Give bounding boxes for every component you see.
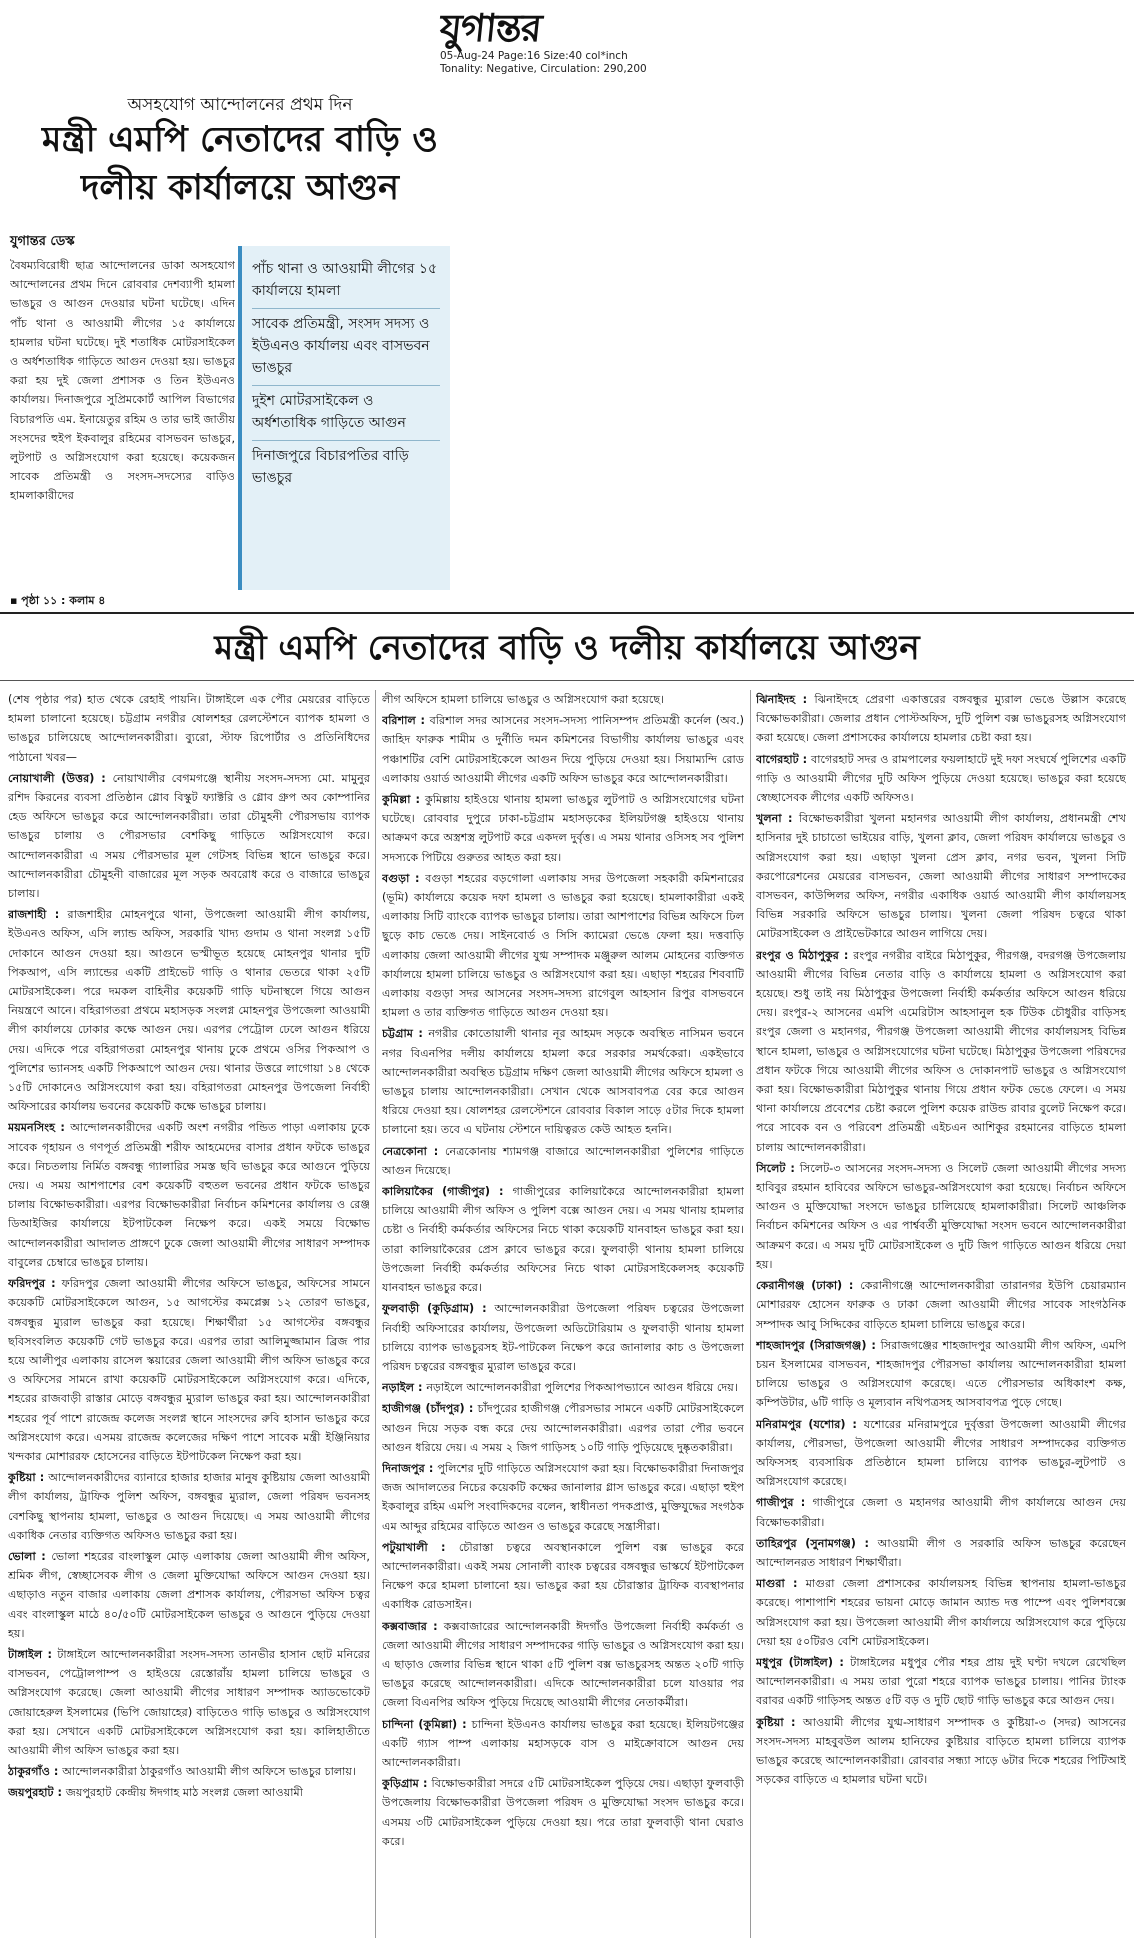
dateline-label: কক্সবাজার : [382, 1619, 444, 1633]
article-column-2 [382, 690, 744, 1938]
paragraph-text: ঝিনাইদহে প্রেরণা একাত্তরের বঙ্গবন্ধুর ম্যুরাল ভেঙে উল্লাস করেছে বিক্ষোভকারীরা। জেলার প্রধান পোস্টঅফিস, দুটি পুলিশ বক্স ভাঙচুরসহ অগ্নিসংযোগ করা হয়েছে। জেলা প্রশাসকের কার্যালয়ে হামলার চেষ্টা করা হয়। [756, 693, 1126, 745]
paragraph-text: যশোরের মনিরামপুরে দুর্বৃত্তরা উপজেলা আওয়ামী লীগের কার্যালয়, পৌরসভা, উপজেলা আওয়ামী লীগের সাধারণ সম্পাদকের ব্যক্তিগত অফিসসহ ব্যবসায়িক প্রতিষ্ঠানে হামলা চালিয়ে ব্যাপক ভাঙচুর-লুটপাট ও অগ্নিসংযোগ করেছে। [756, 1417, 1126, 1489]
dateline-label: বরিশাল : [382, 714, 430, 728]
dateline-label: মধুপুর (টাঙ্গাইল) : [756, 1655, 851, 1669]
dateline-label: কুমিল্লা : [382, 793, 425, 807]
paragraph-text: রাজশাহীর মোহনপুরে থানা, উপজেলা আওয়ামী লীগ কার্যালয়, ইউএনও অফিস, এসি ল্যান্ড অফিস, সরকারি খাদ্য গুদাম ও থানা সংলগ্ন ১৫টি দোকানে আগুন দেওয়া হয়। আগুনে ভস্মীভূত হয়েছে মোহনপুর থানার দুটি পিকআপ, এসি ল্যান্ডের একটি প্রাইভেট গাড়ি ও থানার ভেতরে থাকা ২৫টি মোটরসাইকেল। পরে দমকল বাহিনীর কয়েকটি গাড়ি ঘটনাস্থলে গিয়ে আগুন নিয়ন্ত্রণে আনে। বহিরাগতরা প্রথমে মহাসড়ক সংলগ্ন মোহনপুর উপজেলা আওয়ামী লীগ কার্যালয়ে ঢোকার কক্ষে আগুন দেয়। এরপর পেট্রোল ঢেলে আগুন ধরিয়ে দেয়। এদিকে পরে বহিরাগতরা মোহনপুর থানায় ঢুকে প্রথমে ওসির পিকআপ ও পুলিশের ভ্যানসহ একটি পিকআপে আগুন দেয়। থানার উত্তরে লাগোয়া ১৪ থেকে ১৫টি দোকানেও অগ্নিসংযোগ করা হয়। বহিরাগতরা মোহনপুর উপজেলা নির্বাহী অফিসারের কার্যালয় ভবনের কয়েকটি কক্ষে ভাঙচুর চালায়। [8, 908, 370, 1114]
highlight-item: দুইশ মোটরসাইকেল ও অর্ধশতাধিক গাড়িতে আগুন [252, 386, 440, 441]
paragraph-text: চান্দিনা ইউএনও কার্যালয় ভাঙচুর করা হয়েছে। ইলিয়টগঞ্জের একটি গ্যাস পাম্প এলাকায় মহাসড়কে বাস ও মাইক্রোবাসে আগুন দেয় আন্দোলনকারীরা। [382, 1717, 744, 1769]
dateline-label: সিলেট : [756, 1161, 800, 1175]
article-paragraph [756, 1159, 1126, 1274]
dateline-label: ভোলা : [8, 1549, 52, 1563]
article-paragraph [382, 1617, 744, 1713]
byline: যুগান্তর ডেস্ক [10, 234, 75, 249]
paragraph-text: কুমিল্লায় হাইওয়ে থানায় হামলা ভাঙচুর লুটপাট ও অগ্নিসংযোগের ঘটনা ঘটেছে। রোববার দুপুরে ঢাকা-চট্টগ্রাম মহাসড়কের ইলিয়টগঞ্জ হাইওয়ে থানায় আক্রমণ করে অস্ত্রশস্ত্র লুটপাট করে একদল দুর্বৃত্ত। এ সময় থানার ওসিসহ সব পুলিশ সদস্যকে পিটিয়ে গুরুতর আহত করা হয়। [382, 793, 744, 864]
paragraph-text: নগরীর কোতোয়ালী থানার নূর আহমদ সড়কে অবস্থিত নাসিমন ভবনে নগর বিএনপির দলীয় কার্যালয়ে হামলা করে সরকার সমর্থকেরা। একইভাবে আন্দোলনকারীরা অবস্থিত চট্টগ্রাম দক্ষিণ জেলা আওয়ামী লীগের অফিসে হামলা ও ভাঙচুর চালায় আন্দোলনকারীরা। সেখান থেকে আসবাবপত্র বের করে আগুন ধরিয়ে দেওয়া হয়। ষোলশহর রেলস্টেশনে রোববার বিকাল সাড়ে ৫টার দিকে হামলা চালানো হয়। তবে এ ঘটনায় স্টেশনে দায়িত্বরত কেউ আহত হননি। [382, 1027, 744, 1137]
article-paragraph [756, 1415, 1126, 1492]
dateline-label: কুষ্টিয়া : [8, 1471, 49, 1485]
article-paragraph [8, 690, 370, 767]
highlights-box [238, 246, 450, 590]
column-divider [375, 690, 376, 1938]
dateline-label: রংপুর ও মিঠাপুকুর : [756, 948, 854, 962]
dateline-label: নেত্রকোনা : [382, 1144, 445, 1158]
paragraph-text: চাঁদপুরের হাজীগঞ্জ পৌরসভার সামনে একটি মোটরসাইকেলে আগুন দিয়ে সড়ক বন্ধ করে দেয় আন্দোলনকারীরা। এরপর তারা পৌর ভবনে আগুন ধরিয়ে দেয়। এ সময় ২ জিপ গাড়িসহ ১০টি গাড়ি পুড়িয়েছে দুষ্কৃতকারীরা। [382, 1402, 744, 1454]
article-paragraph [756, 1534, 1126, 1572]
paragraph-text: বগুড়া শহরের বড়গোলা এলাকায় সদর উপজেলা সহকারী কমিশনারের (ভূমি) কার্যালয়ে কয়েক দফা হামলা ও ভাঙচুর করা হয়েছে। হামলাকারীরা একই এলাকায় সিটি ব্যাংকে ব্যাপক ভাঙচুর চালায়। তারা আশপাশের বিভিন্ন অফিসে ঢিল ছুড়ে কাচ ভেঙে দেয়। সাইনবোর্ড ও সিসি ক্যামেরা ভেঙে ফেলা হয়। দত্তবাড়ি এলাকায় জেলা আওয়ামী লীগের যুগ্ম সম্পাদক মঞ্জুরুল আলম মোহনের ব্যক্তিগত কার্যালয়ে হামলা চালিয়ে ভাঙচুর ও অগ্নিসংযোগ করা হয়। এছাড়া শহরের শিববাটি এলাকায় বগুড়া সদর আসনের সংসদ-সদস্য রাগেবুল আহসান রিপুর বাসভবনে হামলা ও তার ব্যক্তিগত গাড়িতে আগুন দেওয়া হয়। [382, 871, 744, 1020]
paragraph-text: ভোলা শহরের বাংলাস্কুল মোড় এলাকায় জেলা আওয়ামী লীগ অফিস, শ্রমিক লীগ, স্বেচ্ছাসেবক লীগ ও জেলা মুক্তিযোদ্ধা অফিসে আগুন দেওয়া হয়। এছাড়াও নতুন বাজার এলাকায় জেলা প্রশাসক কার্যালয়, পৌরসভা অফিস চত্বর এবং বাংলাস্কুল মাঠে ৪০/৫০টি মোটরসাইকেল ভাঙচুর ও আগুনে পুড়িয়ে দেওয়া হয়। [8, 1549, 370, 1640]
paragraph-text: লীগ অফিসে হামলা চালিয়ে ভাঙচুর ও অগ্নিসংযোগ করা হয়েছে। [382, 693, 665, 706]
paragraph-text: আন্দোলনকারীরা ঠাকুরগাঁও আওয়ামী লীগ অফিসে ভাঙচুর চালায়। [62, 1765, 357, 1779]
column-divider [750, 690, 751, 1938]
article-column-1 [8, 690, 370, 1938]
clipping-meta [440, 50, 700, 76]
article-paragraph [382, 1182, 744, 1297]
dateline-label: কুষ্টিয়া : [756, 1715, 803, 1729]
paragraph-text: নড়াইলে আন্দোলনকারীরা পুলিশের পিকআপভ্যানে আগুন ধরিয়ে দেয়। [426, 1381, 738, 1395]
dateline-label: মনিরামপুর (যশোর) : [756, 1417, 864, 1431]
paragraph-text: টাঙ্গাইলে আন্দোলনকারীরা সংসদ-সদস্য তানভীর হাসান ছোট মনিরের বাসভবন, পেট্রোলপাম্প ও হাইওয়ে রেস্তোরাঁয় হামলা চালিয়ে ভাঙচুর ও অগ্নিসংযোগ করেছে। জেলা আওয়ামী লীগের সাধারণ সম্পাদক অ্যাডভোকেট জোয়াহেরুল ইসলামের (ভিপি জোয়াহের) বাড়িতেও গাড়ি ভাঙচুর ও অগ্নিসংযোগ করা হয়। সেখানে একটি মোটরসাইকেলে অগ্নিসংযোগ করা হয়। কালিহাতীতে আওয়ামী লীগ অফিস ভাঙচুর করা হয়। [8, 1647, 370, 1757]
article-paragraph [756, 809, 1126, 943]
paragraph-text: গাজীপুরে জেলা ও মহানগর আওয়ামী লীগ কার্যালয়ে আগুন দেয় বিক্ষোভকারীরা। [756, 1496, 1126, 1529]
article-paragraph [8, 1783, 370, 1802]
article-paragraph [756, 1276, 1126, 1334]
dateline-label: মাগুরা : [756, 1577, 806, 1591]
article-paragraph [382, 1774, 744, 1851]
article-paragraph [756, 946, 1126, 1157]
tonality-line: Tonality: Negative, Circulation: 290,200 [440, 63, 647, 75]
paragraph-text: আন্দোলনকারীদের ব্যানারে হাজার হাজার মানুষ কুষ্টিয়ায় জেলা আওয়ামী লীগ কার্যালয়, ট্রাফিক পুলিশ অফিস, বঙ্গবন্ধুর ম্যুরাল, জেলা পরিষদ ভবনসহ বেশকিছু স্থাপনায় হামলা, ভাঙচুর ও আগুন দিয়েছে। এ সময় আওয়ামী লীগের একাধিক নেতার ব্যক্তিগত অফিসও ভাঙচুর করা হয়। [8, 1471, 370, 1542]
dateline-label: খুলনা : [756, 812, 799, 826]
dateline-label: ফুলবাড়ী (কুড়িগ্রাম) : [382, 1302, 495, 1316]
paragraph-text: পুলিশের দুটি গাড়িতে অগ্নিসংযোগ করা হয়। বিক্ষোভকারীরা দিনাজপুর জজ আদালতের নিচের কয়েকটি কক্ষের জানালার গ্লাস ভাঙচুর করে। এছাড়া হুইপ ইকবালুর রহিম এমপি সংবাদিকদের বলেন, স্বাধীনতা পদকপ্রাপ্ত, মুক্তিযুদ্ধের সংগঠক এম আব্দুর রহিমের বাড়িতে আগুন ও ভাঙচুর করেছে সন্ত্রাসীরা। [382, 1461, 744, 1533]
article-paragraph [382, 690, 744, 709]
paragraph-text: কেরানীগঞ্জে আন্দোলনকারীরা তারানগর ইউপি চেয়ারম্যান মোশাররফ হোসেন ফারুক ও ঢাকা জেলা আওয়ামী লীগের সাবেক সাংগঠনিক সম্পাদক আবু সিদ্দিকের বাড়িতে হামলা চালিয়ে ভাঙচুর করে। [756, 1279, 1126, 1331]
article-paragraph [756, 1574, 1126, 1651]
article-paragraph [382, 1459, 744, 1536]
dateline-label: ঠাকুরগাঁও : [8, 1765, 63, 1779]
dateline-label: চট্টগ্রাম : [382, 1027, 429, 1041]
article-paragraph [756, 1493, 1126, 1531]
article-paragraph [756, 750, 1126, 808]
continuation-headline: মন্ত্রী এমপি নেতাদের বাড়ি ও দলীয় কার্যালয়ে আগুন [214, 628, 920, 668]
section-divider [0, 612, 1134, 614]
dateline-label: গাজীপুর : [756, 1496, 813, 1510]
date-line: 05-Aug-24 Page:16 Size:40 col*inch [440, 50, 628, 62]
dateline-label: বাগেরহাট : [756, 752, 812, 766]
article-paragraph [382, 869, 744, 1023]
article-paragraph [8, 1468, 370, 1545]
paragraph-text: আওয়ামী লীগ ও সরকারি অফিস ভাঙচুর করেছেন আন্দোলনরত সাধারণ শিক্ষার্থীরা। [756, 1536, 1126, 1569]
article-paragraph [382, 1024, 744, 1139]
paragraph-text: নেত্রকোনায় শ্যামগঞ্জ বাজারে আন্দোলনকারীরা পুলিশের গাড়িতে আগুন দিয়েছে। [382, 1144, 744, 1177]
dateline-label: বগুড়া : [382, 871, 426, 885]
paragraph-text: সিরাজগঞ্জের শাহজাদপুর আওয়ামী লীগ অফিস, এমপি চয়ন ইসলামের বাসভবন, শাহজাদপুর পৌরসভা কার্যালয় আন্দোলনকারীরা হামলা চালিয়ে ভাঙচুর ও অগ্নিসংযোগ করেছে। এতে পৌরসভার অধিকাংশ কক্ষ, কম্পিউটার, ৬টি গাড়ি ও মূল্যবান নথিপত্রসহ আসবাবপত্র পুড়ে গেছে। [756, 1338, 1126, 1410]
article-paragraph [756, 1653, 1126, 1711]
paragraph-text: বিক্ষোভকারীরা সদরে ৫টি মোটরসাইকেল পুড়িয়ে দেয়। এছাড়া ফুলবাড়ী উপজেলায় বিক্ষোভকারীরা উপজেলা পরিষদ ও মুক্তিযোদ্ধা সংসদ ভাঙচুর করে। এসময় ৩টি মোটরসাইকেল পুড়িয়ে দেওয়া হয়। পরে তারা ফুলবাড়ী থানা ঘেরাও করে। [382, 1777, 744, 1848]
paragraph-text: বাগেরহাট সদর ও রামপালের ফয়লাহাটে দুই দফা সংঘর্ষে পুলিশের একটি গাড়ি ও আওয়ামী লীগের দুটি অফিস পুড়িয়ে দেওয়া হয়েছে। ভাঙচুর করা হয়েছে স্বেচ্ছাসেবক লীগের একটি অফিসও। [756, 752, 1126, 805]
dateline-label: পটুয়াখালী : [382, 1540, 459, 1554]
dateline-label: নড়াইল : [382, 1381, 427, 1395]
paragraph-text: সিলেট-৩ আসনের সংসদ-সদস্য ও সিলেট জেলা আওয়ামী লীগের সদস্য হাবিবুর রহমান হাবিবের অফিসে ভাঙচুর-অগ্নিসংযোগ করা হয়েছে। নির্বাচন অফিসে আগুন ও মুক্তিযোদ্ধা সংসদে ভাঙচুর চালিয়েছে হামলাকারীরা। সিলেট আঞ্চলিক নির্বাচন কমিশনের অফিস ও এর পার্শ্ববর্তী মুক্তিযোদ্ধা সংসদ ভবনে আন্দোলনকারীরা আক্রমণ করে। এ সময় দুটি মোটরসাইকেল ও দুটি জিপ গাড়িতে আগুন ধরিয়ে দেয়া হয়। [756, 1161, 1126, 1271]
highlight-item: পাঁচ থানা ও আওয়ামী লীগের ১৫ কার্যালয়ে হামলা [252, 254, 440, 309]
continued-reference: ▪ পৃষ্ঠা ১১ : কলাম ৪ [10, 594, 106, 607]
dateline-label: শাহজাদপুর (সিরাজগঞ্জ) : [756, 1338, 881, 1352]
paragraph-text: গাজীপুরের কালিয়াকৈরে আন্দোলনকারীরা হামলা চালিয়ে আওয়ামী লীগ অফিস ও পুলিশ বক্সে আগুন দেয়। এ সময় থানায় হামলার চেষ্টা ও নির্বাহী কর্মকর্তার অফিসের নিচে থাকা কয়েকটি যানবাহন ভাঙচুর করা হয়। তারা কালিয়াকৈরের প্রেস ক্লাবে ভাঙচুর করে। ফুলবাড়ী থানায় হামলা চালিয়ে উপজেলা নির্বাহী কর্মকর্তার অফিসের নিচে থাকা মোটরসাইকেলসহ কয়েকটি যানবাহন ভাঙচুর করে। [382, 1185, 744, 1295]
article-paragraph [382, 711, 744, 788]
article-paragraph [756, 1336, 1126, 1413]
paragraph-text: জয়পুরহাট কেন্দ্রীয় ঈদগাহ মাঠ সংলগ্ন জেলা আওয়ামী [65, 1786, 303, 1800]
paragraph-text: চৌরাস্তা চত্বরে অবস্থানকালে পুলিশ বক্স ভাঙচুর করে আন্দোলনকারীরা। একই সময় সোনালী ব্যাংক চত্বরের বঙ্গবন্ধুর ভাস্কর্যে ইটপাটকেল নিক্ষেপ করে হামলা চালানো হয়। ভাঙচুর করা হয় চৌরাস্তার ট্রাফিক ব্যবস্থাপনার একাধিক রোডসাইন। [382, 1540, 744, 1612]
paragraph-text: আওয়ামী লীগের যুগ্ম-সাধারণ সম্পাদক ও কুষ্টিয়া-৩ (সদর) আসনের সংসদ-সদস্য মাহবুবউল আলম হানিফের কুষ্টিয়ার বাড়িতে হামলা চালিয়ে ব্যাপক ভাঙচুর করেছে আন্দোলনকারীরা। রোববার সন্ধ্যা সাড়ে ৬টার দিকে শহরের পিটিআই সড়কের বাড়িতে এ হামলার ঘটনা ঘটে। [756, 1715, 1126, 1787]
article-paragraph [382, 790, 744, 867]
dateline-label: ফরিদপুর : [8, 1277, 62, 1291]
paragraph-text: ফরিদপুর জেলা আওয়ামী লীগের অফিসে ভাঙচুর, অফিসের সামনে কয়েকটি মোটরসাইকেলে আগুন, ১৫ আগস্টের কমপ্লেক্স ১২ তোরণ ভাঙচুর, বঙ্গবন্ধুর ম্যুরাল ভাঙচুর করা হয়েছে। শিক্ষার্থীরা ১৫ আগস্টের বঙ্গবন্ধুর ছবিসংবলিত কয়েকটি গেট ভাঙচুর করে। এরপর তারা আলিমুজ্জামান ব্রিজ পার হয়ে আলীপুর এলাকায় রাসেল স্কয়ারের জেলা আওয়ামী লীগ অফিস ভাঙচুর করে ও অফিসের সামনে রাখা কয়েকটি মোটরসাইকেলে অগ্নিসংযোগ করে। এদিকে, শহরের রাজবাড়ী রাস্তার মোড়ে বঙ্গবন্ধুর ম্যুরাল ভাঙচুর করা হয়। আন্দোলনকারীরা শহরের পূর্ব পাশে রাজেন্দ্র কলেজ সংলগ্ন স্থানে সাংসদের রুবি হাসান ভাঙচুর করে অগ্নিসংযোগ করে। এসময় রাজেন্দ্র কলেজের দক্ষিণ পাশে সাবেক মন্ত্রী ইঞ্জিনিয়ার খন্দকার মোশাররফ হোসেনের বাড়িতে ইটপাটকেল নিক্ষেপ করা হয়। [8, 1277, 370, 1463]
story-kicker: অসহযোগ আন্দোলনের প্রথম দিন [127, 95, 353, 115]
masthead [437, 5, 700, 52]
article-paragraph [382, 1399, 744, 1457]
paragraph-text: নোয়াখালীর বেগমগঞ্জে স্থানীয় সংসদ-সদস্য মো. মামুনুর রশিদ কিরনের ব্যবসা প্রতিষ্ঠান গ্লোব বিস্কুট ফ্যাক্টরি ও গ্লোব গ্রুপ অব কোম্পানির হেড অফিসে ভাঙচুর করে আন্দোলনকারীরা। তারা চৌমুহনী পৌরসভায় ব্যাপক ভাঙচুর চালায় ও পৌরসভার বেশকিছু গাড়িতে অগ্নিসংযোগ করে। আন্দোলনকারীরা এ সময় পৌরসভার মূল গেটসহ বিভিন্ন স্থানে ভাঙচুর করে। আন্দোলনকারীরা চৌমুহনী বাজারের মূল সড়ক অবরোধ করে ও বাজারে ভাঙচুর চালায়। [8, 771, 370, 901]
article-paragraph [8, 905, 370, 1116]
story-intro: বৈষম্যবিরোধী ছাত্র আন্দোলনের ডাকা অসহযোগ আন্দোলনের প্রথম দিনে রোববার দেশব্যাপী হামলা ভাঙচুর ও আগুন দেওয়ার ঘটনা ঘটেছে। এদিন পাঁচ থানা ও আওয়ামী লীগের ১৫ কার্যালয়ে হামলার ঘটনা ঘটেছে। দুই শতাধিক মোটরসাইকেল ও অর্ধশতাধিক গাড়িতে আগুন দেওয়া হয়। ভাঙচুর করা হয় দুই জেলা প্রশাসক ও তিন ইউএনও কার্যালয়। দিনাজপুরে সুপ্রিমকোর্ট আপিল বিভাগের বিচারপতি এম. ইনায়েতুর রহিম ও তার ভাই জাতীয় সংসদের হুইপ ইকবালুর রহিমের বাসভবন ভাঙচুর, লুটপাট ও অগ্নিসংযোগ করা হয়েছে। কয়েকজন সাবেক প্রতিমন্ত্রী ও সংসদ-সদস্যের বাড়িও হামলাকারীদের [10, 259, 235, 503]
dateline-label: কালিয়াকৈর (গাজীপুর) : [382, 1185, 513, 1199]
article-paragraph [756, 1713, 1126, 1790]
paragraph-text: আন্দোলনকারীরা উপজেলা পরিষদ চত্বরের উপজেলা নির্বাহী অফিসারের কার্যালয়, উপজেলা অডিটোরিয়াম ও ফুলবাড়ী থানায় হামলা চালিয়ে ব্যাপক ভাঙচুরসহ ইট-পাটকেল নিক্ষেপ করে জানালার কাচ ও উপজেলা পরিষদ চত্বরের বঙ্গবন্ধুর ম্যুরাল ভাঙচুর করে। [382, 1302, 744, 1373]
dateline-label: রাজশাহী : [8, 908, 68, 922]
paragraph-text: রংপুর নগরীর বাইরে মিঠাপুকুর, পীরগঞ্জ, বদরগঞ্জ উপজেলায় আওয়ামী লীগের বিভিন্ন নেতার বাড়ি ও কার্যালয়ে হামলা ও অগ্নিসংযোগ করা হয়েছে। শুধু তাই নয় মিঠাপুকুর উপজেলা নির্বাহী কর্মকর্তার অফিসে আগুন ধরিয়ে দেয়। রংপুর-২ আসনের এমপি এমেরিটাস আহসানুল হক টিউক চৌধুরীর বাড়িসহ রংপুর জেলা ও মহানগর, পীরগঞ্জ উপজেলা আওয়ামী লীগের কার্যালয়সহ বিভিন্ন স্থানে হামলা, ভাঙচুর ও অগ্নিসংযোগের ঘটনা ঘটেছে। মিঠাপুকুর উপজেলা পরিষদের প্রধান ফটকে গিয়ে আওয়ামী লীগের অফিস ও দোকানপাট ভাঙচুর ও অগ্নিসংযোগ করা হয়। বিক্ষোভকারীরা মিঠাপুকুর থানায় গিয়ে প্রধান ফটক ভেঙে ফেলে। এ সময় থানা কার্যালয়ে প্রবেশের চেষ্টা করলে পুলিশ কয়েক রাউন্ড রাবার বুলেট নিক্ষেপ করে। পরে সাবেক বন ও পরিবেশ প্রতিমন্ত্রী এইচএন আশিকুর রহমানের বাড়িতে হামলা চালায় আন্দোলনকারীরা। [756, 948, 1126, 1154]
dateline-label: তাহিরপুর (সুনামগঞ্জ) : [756, 1536, 878, 1550]
paragraph-text: বরিশাল সদর আসনের সংসদ-সদস্য পানিসম্পদ প্রতিমন্ত্রী কর্নেল (অব.) জাহিদ ফারুক শামীম ও দুর্নীতি দমন কমিশনের বিভাগীয় কার্যালয় ভাঙচুর এবং পঞ্চাশটির বেশি মোটরসাইকেলে আগুন দিয়ে পুড়িয়ে দেওয়া হয়। সিয়াম্যন্দি রোড এলাকায় ওয়ার্ড আওয়ামী লীগের একটি অফিস ভাঙচুর করে আন্দোলনকারীরা। [382, 714, 744, 785]
highlight-item: দিনাজপুরে বিচারপতির বাড়ি ভাঙচুর [252, 448, 409, 486]
article-paragraph [756, 690, 1126, 748]
headline-rule [0, 680, 1134, 681]
paragraph-text: আন্দোলনকারীদের একটি অংশ নগরীর পন্ডিত পাড়া এলাকায় ঢুকে সাবেক গৃহায়ন ও গণপূর্ত প্রতিমন্ত্রী শরীফ আহমেদের বাসার প্রধান ফটকে ভাঙচুর করে। নিচতলায় নির্মিত বঙ্গবন্ধু গ্যালারির সমস্ত ছবি ভাঙচুর করে আগুনে পুড়িয়ে দেয়। এ সময় আশপাশের বেশ কয়েকটি বহুতল ভবনের প্রধান ফটকে ভাঙচুর চালায় বিক্ষোভকারীরা। এরপর বিক্ষোভকারীরা নির্বাচন কমিশনের কার্যালয় ও রেঞ্জ ডিআইজির কার্যালয়ে ইটপাটকেল নিক্ষেপ করে। একই সময়ে বিক্ষোভ আন্দোলনকারীরা আদালত প্রাঙ্গণে ঢুকে জেলা আওয়ামী লীগের সাধারণ সম্পাদক বাবুলের চেম্বারে ভাঙচুর চালায়। [8, 1121, 370, 1269]
article-paragraph [8, 1274, 370, 1466]
paragraph-text: টাঙ্গাইলের মধুপুর পৌর শহর প্রায় দুই ঘণ্টা দখলে রেখেছিল আন্দোলনকারীরা। এ সময় তারা পুরো শহরে ব্যাপক ভাঙচুর চালায়। পানির ট্যাংক বরাবর একটি গাড়িসহ অন্তত ৫টি বড় ও দুটি ছোট গাড়ি ভাঙচুর করে আগুন দেয়। [756, 1655, 1126, 1708]
paragraph-text: মাগুরা জেলা প্রশাসকের কার্যালয়সহ বিভিন্ন স্থাপনায় হামলা-ভাঙচুর করেছে। পাশাপাশি শহরের ভায়না মোড়ে জামান অ্যান্ড দত্ত পাম্পে এবং পুলিশবক্সে অগ্নিসংযোগ করা হয়। উপজেলা আওয়ামী লীগ কার্যালয়ে অগ্নিসংযোগ করে পুড়িয়ে দেয়া হয় ৫০টিরও বেশি মোটরসাইকেল। [756, 1577, 1126, 1648]
dateline-label: কুড়িগ্রাম : [382, 1777, 432, 1791]
article-paragraph [8, 769, 370, 903]
dateline-label: ঝিনাইদহ : [756, 693, 815, 706]
article-paragraph [382, 1142, 744, 1180]
dateline-label: ময়মনসিংহ : [8, 1121, 71, 1135]
article-paragraph [382, 1299, 744, 1376]
article-paragraph [382, 1715, 744, 1773]
story-headline: মন্ত্রী এমপি নেতাদের বাড়ি ও দলীয় কার্যালয়ে আগুন [42, 119, 438, 208]
article-paragraph [8, 1547, 370, 1643]
paragraph-text: কক্সবাজারের আন্দোলনকারী ঈদগাঁও উপজেলা নির্বাহী কর্মকর্তা ও জেলা আওয়ামী লীগের সাধারণ সম্পাদকের গাড়ি ভাঙচুর ও অগ্নিসংযোগ করা হয়। এ ছাড়াও জেলার বিভিন্ন স্থানে থাকা ৫টি পুলিশ বক্স ভাঙচুরসহ অন্তত ২০টি গাড়ি ভাঙচুর করেছে আন্দোলনকারীরা। এদিকে আন্দোলনকারীরা চলে যাওয়ার পর জেলা বিএনপির অফিস পুড়িয়ে দিয়েছে আওয়ামী লীগের নেতাকর্মীরা। [382, 1619, 744, 1710]
dateline-label: দিনাজপুর : [382, 1461, 438, 1475]
dateline-label: হাজীগঞ্জ (চাঁদপুর) : [382, 1402, 478, 1416]
newspaper-logo: যুগান্তর [437, 5, 544, 50]
dateline-label: নোয়াখালী (উত্তর) : [8, 771, 113, 785]
dateline-label: টাঙ্গাইল : [8, 1647, 58, 1661]
highlight-item: সাবেক প্রতিমন্ত্রী, সংসদ সদস্য ও ইউএনও কার্যালয় এবং বাসভবন ভাঙচুর [252, 309, 440, 386]
article-paragraph [8, 1118, 370, 1272]
dateline-label: কেরানীগঞ্জ (ঢাকা) : [756, 1279, 861, 1293]
dateline-label: চান্দিনা (কুমিল্লা) : [382, 1717, 472, 1731]
dateline-label: জয়পুরহাট : [8, 1786, 66, 1800]
article-paragraph [382, 1538, 744, 1615]
article-paragraph [8, 1762, 370, 1781]
paragraph-text: (শেষ পৃষ্ঠার পর) হাত থেকে রেহাই পায়নি। টাঙ্গাইলে এক পৌর মেয়রের বাড়িতে হামলা চালানো হয়েছে। চট্টগ্রাম নগরীর ষোলশহর রেলস্টেশনে ব্যাপক হামলা ও ভাঙচুর চালিয়েছে আন্দোলনকারীরা। ব্যুরো, স্টাফ রিপোর্টার ও প্রতিনিধিদের পাঠানো খবর— [8, 693, 370, 764]
article-paragraph [8, 1645, 370, 1760]
article-paragraph [382, 1378, 744, 1397]
paragraph-text: বিক্ষোভকারীরা খুলনা মহানগর আওয়ামী লীগ কার্যালয়, প্রধানমন্ত্রী শেখ হাসিনার দুই চাচাতো ভাইয়ের বাড়ি, খুলনা ক্লাব, জেলা পরিষদ কার্যালয়ে ভাঙচুর ও অগ্নিসংযোগ করা হয়। এছাড়া খুলনা প্রেস ক্লাব, নগর ভবন, খুলনা সিটি করপোরেশনের মেয়রের বাসভবন, জেলা আওয়ামী লীগের সাধারণ সম্পাদকের বাসভবন, কাউন্সিলর অফিস, নগরীর একাধিক ওয়ার্ড আওয়ামী লীগ কার্যালয়সহ বিভিন্ন সরকারি অফিসে ভাঙচুর চালায়। খুলনা জেলা পরিষদ চত্বরে থাকা মোটরসাইকেল ও প্রাইভেটকারে আগুন লাগিয়ে দেয়। [756, 812, 1126, 941]
article-column-3 [756, 690, 1126, 1938]
